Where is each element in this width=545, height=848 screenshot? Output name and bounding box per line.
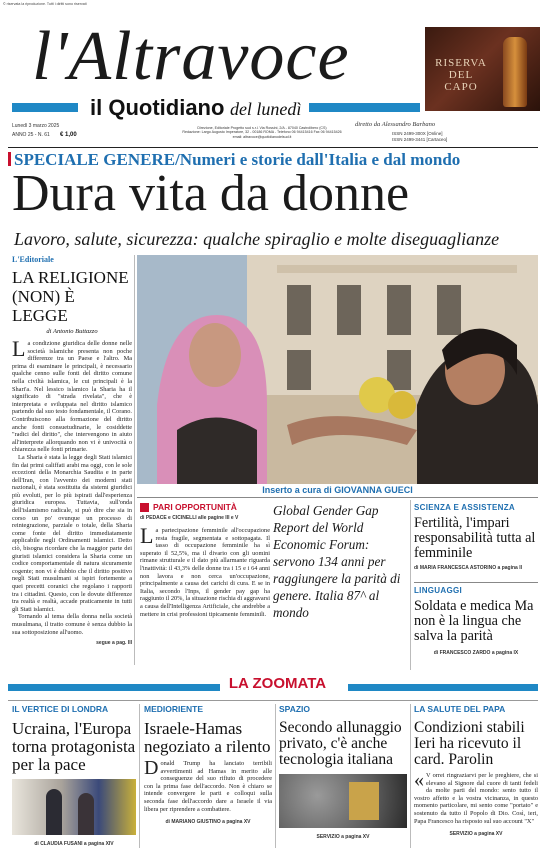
editorial-author: di Antonio Buttazzo [46,328,98,335]
bottom-4-credit[interactable]: SERVIZIO a pagina XV [449,831,503,838]
ad-text [431,57,491,93]
bottom-3-label: SPAZIO [279,704,311,714]
main-headline[interactable]: Dura vita da donne [12,165,410,222]
editorial-body [12,336,132,636]
director-name: Alessandro Barbano [381,121,436,128]
editorial-dropcap: L [12,336,26,361]
bottom-3-photo-lander [349,782,379,820]
issn-print: ISSN 2499-3441 [Cartaceo] [392,137,448,142]
gender-gap-text[interactable]: Global Gender Gap Report del World Economic Forum: servono 134 anni per raggiungere la parità di genere. Italia 87^ al mondo [273,503,401,620]
logo-subtitle-bar [12,95,420,120]
linguaggi-column [414,586,538,656]
subtitle-italic: del lunedì [229,99,302,119]
zoomata-right-bar [348,684,538,691]
issn-online: ISSN 2499-300X [Online] [392,131,443,136]
editorial-paragraph-2: La Sharia è stata la legge degli Stati islamici fin dai primi califfati arabi ma oggi, con le sole eccezioni della Monarchia Saudita e in parte dell'Iran, con l'avvento dei moderni stati nazionali, è stata sostituita da sistemi giuridici più evoluti, per lo più ispirati dall'esperienza giuridica europea. Tuttavia, sull'onda dell'islamismo radicale, si può dire che sia in corso un po' ovunque un processo di reintegrazione, parziale o totale, della Sharia come fonte del diritto immediatamente applicabile negli Ordinamenti islamici. Detto ciò, bisogna ricordare che la maggior parte dei giuristi islamici considera la Sharia come un codice comportamentale di natura sicuramente cogente; non vi è dubbio che il diritto positivo negli Stati musulmani si ispiri fortemente a quei precetti coranici che regolano i rapporti tra i cittadini. Questo, con le dovute differenze tra realtà e realtà, accade praticamente in tutti gli Stati islamici. [12,453,132,613]
bottom-4-body [414,769,538,825]
editorial-continue[interactable]: segue a pag. III [96,640,132,647]
zoomata-left-bar [8,684,220,691]
imprint-line1: Direzione, Editoriale Progetto sud s.r.l. Via Rossini, 2/A - 87040 Castrolibero (CS) [197,126,327,130]
bottom-1-credit[interactable]: di CLAUDIA FUSANI a pagina XIV [34,841,114,847]
bottom-1-label: IL VERTICE DI LONDRA [12,704,109,714]
bottom-divider-2 [275,704,276,848]
science-label: SCIENZA E ASSISTENZA [414,503,515,512]
zoomata-divider [8,700,538,701]
special-kicker[interactable]: SPECIALE GENERE/Numeri e storie dall'Italia e dal mondo [14,150,461,169]
bottom-1-photo-figure-1 [46,789,62,835]
director-line [355,121,435,128]
editorial-column [12,255,132,646]
linguaggi-label: LINGUAGGI [414,586,463,595]
kicker-marker [8,152,11,166]
copyright-notice: © riservata la riproduzione. Tutti i diritti sono riservati [3,2,87,6]
photo-caption: Inserto a cura di GIOVANNA GUECI [262,485,413,495]
bottom-2-headline[interactable]: Israele-Hamas negoziato a rilento [144,719,271,756]
main-subheadline: Lavoro, salute, sicurezza: qualche spiraglio e molte diseguaglianze [14,229,500,249]
science-credit[interactable]: di MARIA FRANCESCA ASTORINO a pagina II [414,565,522,571]
bottom-column-3 [279,704,407,848]
bottom-1-headline[interactable]: Ucraina, l'Europa torna protagonista per la pace [12,719,136,774]
bottom-4-text: V orrei ringraziarvi per le preghiere, che si elevano al Signore dal cuore di tanti fedeli da molte parti del mondo: sento tutto il vostro affetto e la vostra vicinanza, in questo momento particolare, mi sento come "portato" e sostenuto da tutto il Popolo di Dio. Così, ieri, Papa Francesco ha risposto sul suo account "X" [414,772,538,825]
pari-marker [140,503,149,512]
bottom-4-label: LA SALUTE DEL PAPA [414,704,506,714]
linguaggi-headline[interactable]: Soldata e medica Ma non è la lingua che salva la parità [414,598,534,644]
bottom-3-headline[interactable]: Secondo allunaggio privato, c'è anche tecnologia italiana [279,719,402,768]
bottom-divider-1 [139,704,140,848]
bottle-image [503,37,527,107]
science-headline[interactable]: Fertilità, l'impari responsabilità tutta al femminile [414,515,536,561]
logo-subtitle [82,95,309,120]
imprint-line3: email: altravoce@quotidianodelsud.it [232,134,292,139]
newspaper-logo[interactable]: l'Altravoce [32,18,350,95]
bottom-2-text: onald Trump ha lanciato terribili avvertimenti ad Hamas in merito alle conseguenze del suo rifiuto di procedere con la prima fase dell'accordo. Non è chiaro se intende convergere le parti e colloqui sulla seconda fase dell'accordo dare a Israele il via libera per riprendere a combattere. [144,760,272,813]
director-prefix: diretto da [355,121,381,128]
bottom-4-quote: « [414,769,424,791]
bottom-column-2 [144,704,272,848]
bottom-divider-3 [410,704,411,848]
zoomata-label: LA ZOOMATA [228,675,327,692]
ad-text-line1: RISERVA [435,57,487,69]
bottom-2-body [144,757,272,813]
science-column [414,503,538,571]
imprint [152,126,372,139]
bottom-2-credit[interactable]: di MARIANO GIUSTINO a pagina XV [165,819,251,826]
pari-column [140,502,270,618]
editorial-paragraph-3: Tornando al tema della donna nella società musulmana, il tratto comune è senza dubbio la sua sottoposizione all'uomo. [12,613,132,636]
bottom-column-1 [12,704,136,848]
editorial-paragraph-1: a condizione giuridica delle donne nelle società islamiche presenta non poche differenze tra un Paese e l'altro. Ma prima di esaminare le principali, è necessario qualche cenno sulle fonti del diritto comune nella civiltà islamica, le cui principali è la Shari'a. Nel lessico islamico la Sharia ha il significato di "strada rivelata", che è interpretata e sviluppata nel diritto islamico partendo dal suo testo fondamentale, il Corano. Contribuiscono alla formazione del diritto anche fonti consuetudinarie, le cosiddette "radici del diritto", che intervengono in aiuto all'interprete allorquando non vi è univocità o chiarezza nelle fonti primarie. [12,340,132,454]
pari-label: PARI OPPORTUNITÀ [153,502,237,512]
imprint-line2: Redazione: Largo Augusto Imperatore, 32 - 00186 ROMA - Telefono 06 94415416 Fax 06 94415426 [182,130,342,135]
bottom-3-credit[interactable]: SERVIZIO a pagina XV [316,834,370,840]
pari-text: a partecipazione femminile all'occupazione resta fragile, segmentata e sottopagata. Il tasso di occupazione femminile ha sì superato il 52,5%, ma il divario con gli uomini rimane strutturale e il dato più allarmante riguarda l'inattività: il 43,3% delle donne tra i 15 e i 64 anni non lavora e non cerca un'occupazione, principalmente a causa dei carichi di cura. E se in Italia, secondo l'Inps, il gender pay gap ha raggiunto il 20%, la situazione rischia di aggravarsi a causa dell'Intelligenza Artificiale, che andrebbe a mettere in crisi professioni tipicamente femminili. [140,527,270,618]
pari-body [140,523,270,618]
ad-text-line2: DEL CAPO [444,69,478,93]
issue-number: ANNO 25 - N. 61 [12,132,50,138]
pari-credit[interactable]: di PEDACE e CICINELLI alle pagine III e V [140,515,239,521]
editorial-title[interactable]: LA RELIGIONE (NON) È LEGGE [12,268,129,325]
bottom-column-4 [414,704,538,848]
bottom-4-headline[interactable]: Condizioni stabili Ieri ha ricevuto il card. Parolin [414,719,525,768]
editorial-divider [134,255,135,665]
masthead-divider [8,147,538,148]
caption-divider [137,497,538,498]
bottom-3-photo[interactable] [279,774,407,828]
subtitle-bold: il Quotidiano [90,95,225,120]
issn-block [392,131,447,143]
bottom-2-label: MEDIORIENTE [144,704,204,714]
bottom-1-photo[interactable] [12,779,136,835]
bottom-1-photo-figure-2 [78,793,94,835]
science-divider [414,582,538,583]
issue-date: Lunedì 3 marzo 2025 [12,123,60,129]
right-column-divider [410,500,411,670]
photo-illustration [137,255,538,484]
left-blue-bar [12,103,78,112]
linguaggi-credit[interactable]: di FRANCESCO ZARDO a pagina IX [433,650,519,656]
advertisement[interactable] [425,27,540,111]
issue-price: € 1,00 [60,132,77,138]
pari-dropcap: L [140,523,154,548]
editorial-label: L'Editoriale [12,255,54,264]
right-blue-bar [302,103,420,112]
bottom-2-dropcap: D [144,757,159,779]
main-photo[interactable] [137,255,538,484]
pari-header [140,502,270,512]
